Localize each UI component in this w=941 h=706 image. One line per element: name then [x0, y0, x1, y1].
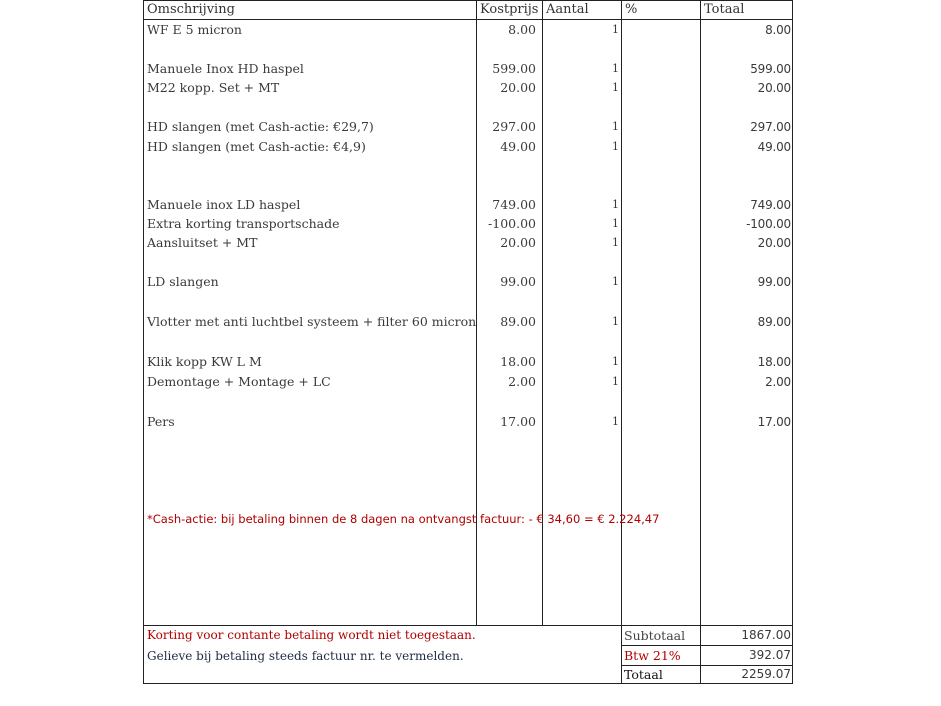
row-aantal: 1 — [612, 415, 619, 428]
totaal-value: 2259.07 — [741, 667, 791, 681]
row-description: Manuele inox LD haspel — [147, 197, 301, 212]
row-aantal: 1 — [612, 315, 619, 328]
col-divider-totaal — [700, 0, 701, 684]
btw-value: 392.07 — [749, 648, 791, 662]
row-aantal: 1 — [612, 236, 619, 249]
row-aantal: 1 — [612, 23, 619, 36]
totaal-label: Totaal — [624, 667, 663, 682]
row-description: Manuele Inox HD haspel — [147, 61, 304, 76]
row-totaal: -100.00 — [746, 217, 791, 231]
summary-rule-2 — [621, 665, 793, 666]
row-description: HD slangen (met Cash-actie: €29,7) — [147, 119, 374, 134]
row-description: WF E 5 micron — [147, 22, 242, 37]
row-description: Demontage + Montage + LC — [147, 374, 331, 389]
row-kostprijs: 749.00 — [492, 197, 536, 212]
betaling-note: Gelieve bij betaling steeds factuur nr. te vermelden. — [147, 649, 464, 663]
row-kostprijs: 20.00 — [500, 235, 536, 250]
row-aantal: 1 — [612, 81, 619, 94]
row-description: Klik kopp KW L M — [147, 354, 262, 369]
row-kostprijs: 89.00 — [500, 314, 536, 329]
row-totaal: 89.00 — [757, 315, 791, 329]
summary-rule-1 — [621, 645, 793, 646]
row-kostprijs: 18.00 — [500, 354, 536, 369]
row-kostprijs: 2.00 — [508, 374, 536, 389]
row-totaal: 49.00 — [757, 140, 791, 154]
table-top-rule — [143, 0, 793, 1]
korting-note: Korting voor contante betaling wordt niet toegestaan. — [147, 628, 476, 642]
row-totaal: 297.00 — [750, 120, 791, 134]
btw-label: Btw 21% — [624, 648, 681, 663]
row-totaal: 20.00 — [757, 236, 791, 250]
row-kostprijs: 599.00 — [492, 61, 536, 76]
row-totaal: 99.00 — [757, 275, 791, 289]
invoice-table-frame — [143, 0, 793, 684]
row-totaal: 2.00 — [765, 375, 791, 389]
row-kostprijs: 297.00 — [492, 119, 536, 134]
header-rule — [143, 19, 793, 20]
row-aantal: 1 — [612, 217, 619, 230]
row-aantal: 1 — [612, 275, 619, 288]
row-description: Vlotter met anti luchtbel systeem + filter 60 micron — [147, 314, 477, 329]
row-description: HD slangen (met Cash-actie: €4,9) — [147, 139, 366, 154]
subtotaal-label: Subtotaal — [624, 628, 686, 643]
row-aantal: 1 — [612, 62, 619, 75]
col-divider-kostprijs — [476, 0, 477, 625]
row-aantal: 1 — [612, 198, 619, 211]
row-totaal: 8.00 — [765, 23, 791, 37]
row-aantal: 1 — [612, 355, 619, 368]
row-description: Extra korting transportschade — [147, 216, 340, 231]
row-description: Pers — [147, 414, 175, 429]
row-kostprijs: 8.00 — [508, 22, 536, 37]
row-aantal: 1 — [612, 140, 619, 153]
header-kostprijs: Kostprijs — [480, 2, 539, 17]
row-totaal: 599.00 — [750, 62, 791, 76]
row-description: Aansluitset + MT — [147, 235, 258, 250]
row-totaal: 17.00 — [757, 415, 791, 429]
header-totaal: Totaal — [704, 2, 745, 17]
row-description: LD slangen — [147, 274, 219, 289]
body-bottom-rule — [143, 625, 793, 626]
row-totaal: 20.00 — [757, 81, 791, 95]
col-divider-aantal — [542, 0, 543, 625]
row-kostprijs: 49.00 — [500, 139, 536, 154]
row-description: M22 kopp. Set + MT — [147, 80, 280, 95]
row-kostprijs: 20.00 — [500, 80, 536, 95]
row-kostprijs: -100.00 — [488, 216, 536, 231]
row-aantal: 1 — [612, 375, 619, 388]
header-aantal: Aantal — [546, 2, 589, 17]
col-divider-percent — [621, 0, 622, 684]
row-totaal: 18.00 — [757, 355, 791, 369]
header-percent: % — [625, 2, 638, 17]
row-kostprijs: 17.00 — [500, 414, 536, 429]
header-omschrijving: Omschrijving — [147, 2, 235, 17]
subtotaal-value: 1867.00 — [741, 628, 791, 642]
row-kostprijs: 99.00 — [500, 274, 536, 289]
cash-action-note: *Cash-actie: bij betaling binnen de 8 dagen na ontvangst factuur: - € 34,60 = € 2.224,47 — [147, 512, 660, 526]
row-aantal: 1 — [612, 120, 619, 133]
row-totaal: 749.00 — [750, 198, 791, 212]
